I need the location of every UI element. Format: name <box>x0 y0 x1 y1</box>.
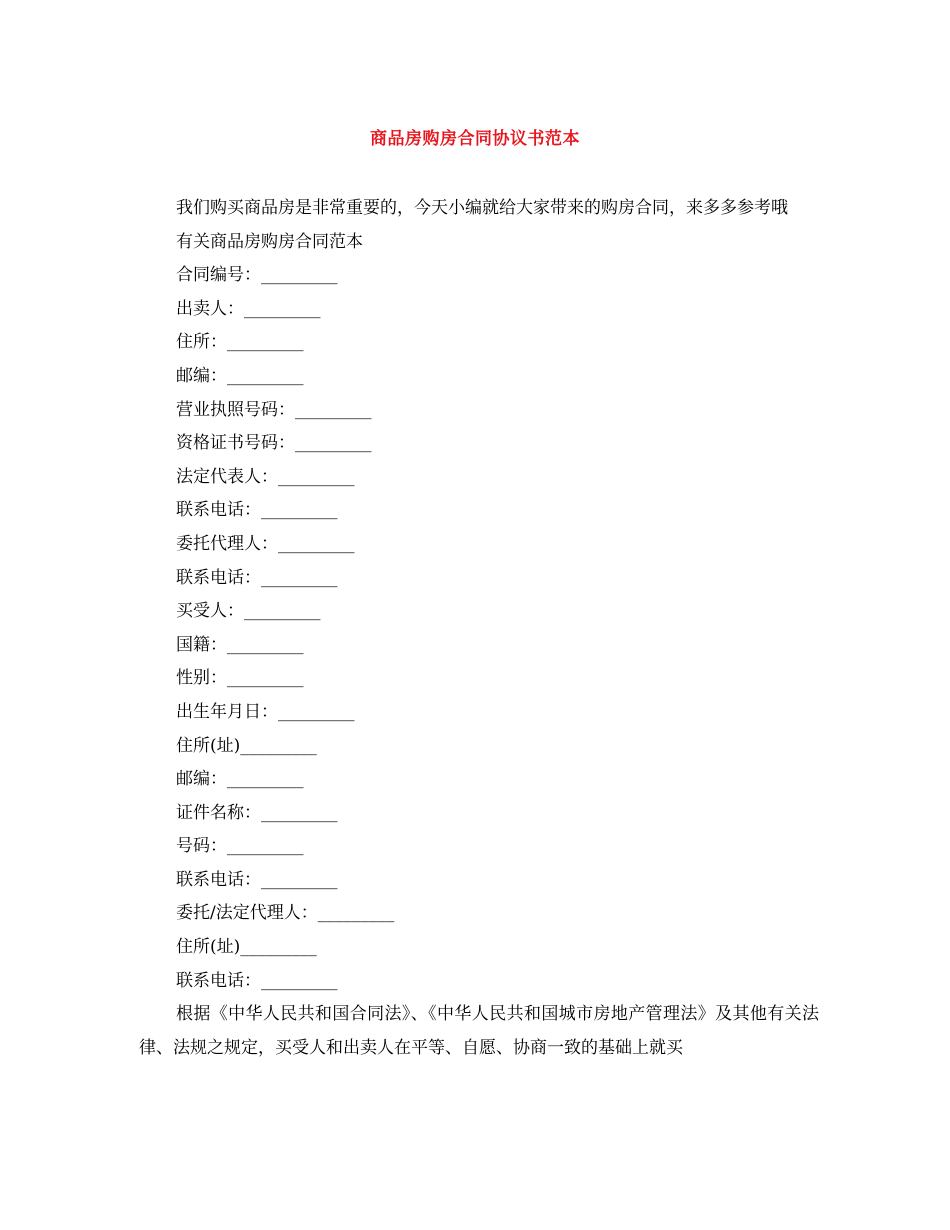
field-seller-postcode: 邮编：_________ <box>176 365 304 386</box>
closing-paragraph: 根据《中华人民共和国合同法》、《中华人民共和国城市房地产管理法》及其他有关法律、法规之规定，买受人和出卖人在平等、自愿、协商一致的基础上就买 <box>139 1004 819 1058</box>
field-id-number: 号码：_________ <box>176 836 304 857</box>
field-buyer-agent: 委托/法定代理人：_________ <box>176 903 395 924</box>
field-buyer-phone: 联系电话：_________ <box>176 869 338 890</box>
field-seller-address: 住所：_________ <box>176 332 304 353</box>
document-title: 商品房购房合同协议书范本 <box>370 129 580 149</box>
field-seller: 出卖人：_________ <box>176 298 321 319</box>
field-contract-number: 合同编号：_________ <box>176 265 338 286</box>
intro-paragraph: 我们购买商品房是非常重要的，今天小编就给大家带来的购房合同，来多多参考哦 <box>176 198 788 218</box>
field-seller-phone: 联系电话：_________ <box>176 500 338 521</box>
field-birth-date: 出生年月日：_________ <box>176 701 355 722</box>
field-buyer-postcode: 邮编：_________ <box>176 769 304 790</box>
field-gender: 性别：_________ <box>176 668 304 689</box>
field-business-license: 营业执照号码：_________ <box>176 399 372 420</box>
field-buyer-agent-phone: 联系电话：_________ <box>176 970 338 991</box>
field-id-type: 证件名称：_________ <box>176 802 338 823</box>
field-buyer: 买受人：_________ <box>176 601 321 622</box>
field-buyer-address: 住所(址)_________ <box>176 735 317 756</box>
field-legal-rep: 法定代表人：_________ <box>176 466 355 487</box>
document-body <box>139 192 819 1065</box>
section-subtitle: 有关商品房购房合同范本 <box>176 231 363 252</box>
field-qualification-cert: 资格证书号码：_________ <box>176 433 372 454</box>
field-seller-agent-phone: 联系电话：_________ <box>176 567 338 588</box>
field-nationality: 国籍：_________ <box>176 634 304 655</box>
field-seller-agent: 委托代理人：_________ <box>176 533 355 554</box>
field-buyer-agent-address: 住所(址)_________ <box>176 937 317 958</box>
